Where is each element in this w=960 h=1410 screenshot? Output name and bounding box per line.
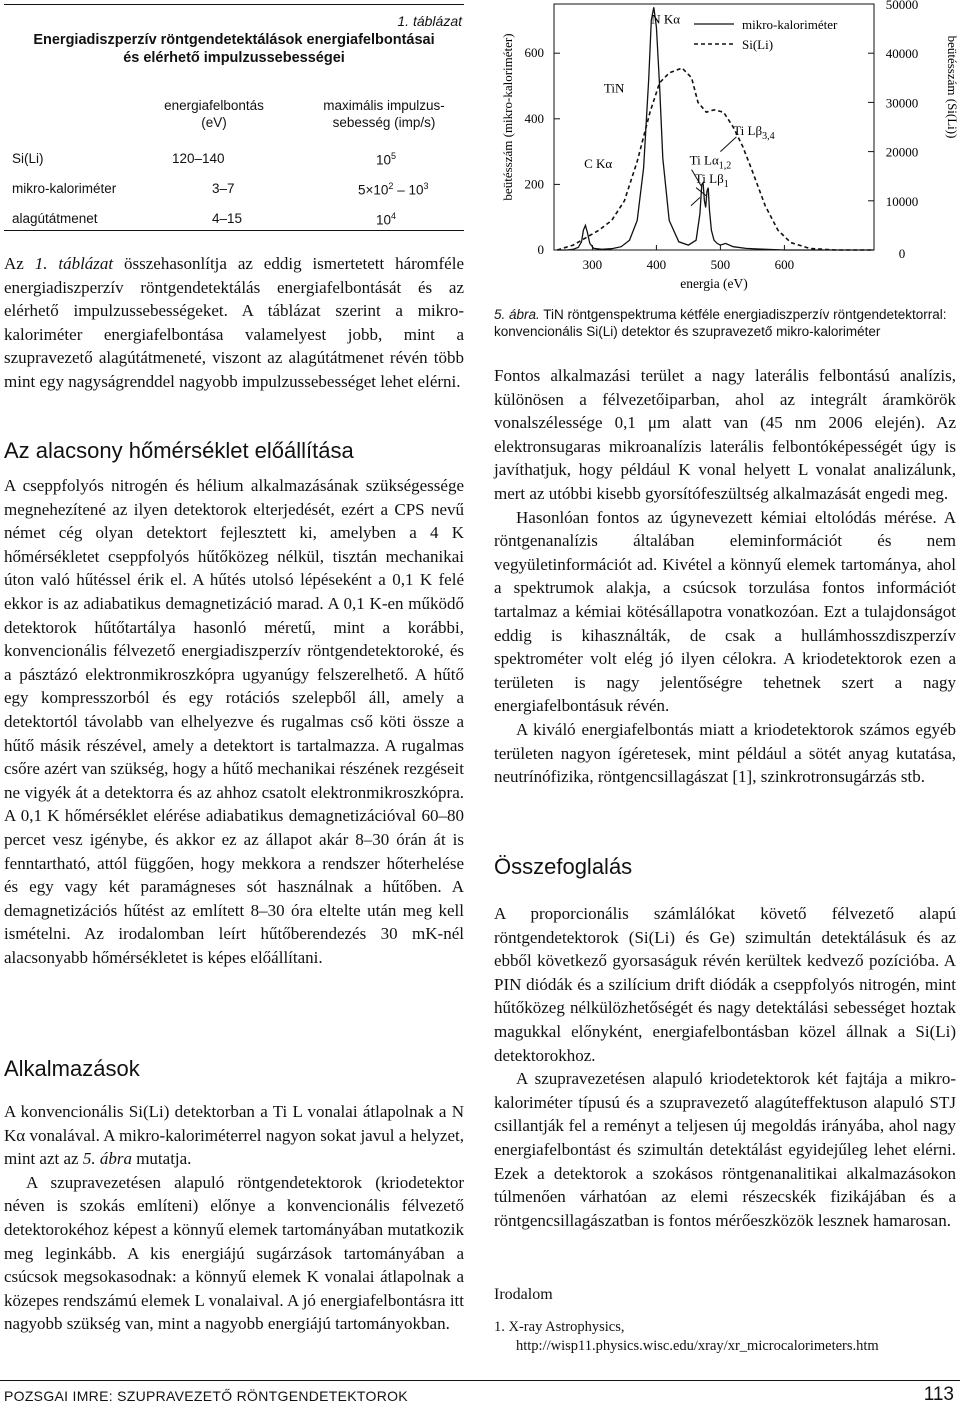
y-right-tick-label: 0 xyxy=(898,246,906,261)
reference-link[interactable]: http://wisp11.physics.wisc.edu/xray/xr_microcalorimeters.htm xyxy=(516,1338,879,1354)
para3-text-a: A konvencionális Si(Li) detektorban a Ti L vonalai átlapolnak a N Kα vonalával. A mikro-kaloriméterrel nagyon sokat javul a helyzet, mint azt az xyxy=(4,1102,464,1169)
table-header-resolution xyxy=(154,97,274,131)
pointer-line xyxy=(691,198,700,206)
table-cell-rate xyxy=(358,181,428,198)
y-right-tick-label: 10000 xyxy=(885,193,919,209)
table-header-rate-line1: maximális impulzus- xyxy=(323,98,445,113)
spectrum-chart xyxy=(494,0,960,300)
table-title-line2: és elérhető impulzussebességei xyxy=(123,50,345,66)
peak-annotation: C Kα xyxy=(584,156,613,171)
table-header-resolution-line2: (eV) xyxy=(201,115,227,130)
table-title-line1: Energiadiszperzív röntgendetektálások energiafelbontásai xyxy=(33,32,435,48)
table-1 xyxy=(4,4,464,231)
rate-base: 10 xyxy=(376,152,392,168)
x-tick-label: 600 xyxy=(774,257,795,272)
section-heading-low-temperature: Az alacsony hőmérséklet előállítása xyxy=(4,438,354,463)
left-paragraph-1 xyxy=(4,252,464,394)
plot-frame xyxy=(554,4,874,250)
rate-suffix-exponent: 3 xyxy=(423,181,429,191)
table-number: 1. táblázat xyxy=(397,13,462,29)
para2-text: A cseppfolyós nitrogén és hélium alkalmazásának szükségessége megnehezítené az ilyen detektorok elterjedését, ezért a CPS nevű német cég olyan detektort fejlesztett ki, amelyben a 4 K hőmérsékletet cseppfolyós hűtőközeg nélkül, tisztán mechanikai úton való hűtéssel érik el. A hűtés utolsó lépéseként a 0,1 K felé ekkor is az adiabatikus demagnetizáció marad. A 0,1 K-en működő detektorok hűtőtartálya hasonló méretű, mint a korábbi, konvencionális félvezető energiadiszperzív röntgendetektoroké, és a pásztázó elektronmikroszkópra ugyanúgy felszerelhető. A hűtő egy kompresszorból és egy rotációs szelepből áll, amely a detektortól távolabb van elhelyezve és rugalmas cső köti össze a hűtő másik részével, amely a detektort is tartalmazza. A rugalmas csőre azért van szükség, hogy a hűtő mechanikai részének rezgéseit ne vigyék át a detektorra és az ahhoz csatolt elektronmikroszkópra. A 0,1 K hőmérséklet elérése adiabatikus demagnetizációval 60–80 percet vesz igénybe, és akkor ez az állapot akár 8–30 órán át is fenntartható, attól függően, hogy mekkora a rendszer hőterhelése és egy vagy két paramágneses sót használnak a hűtőben. A demagnetizációs hűtést az említett 8–30 óra eltelte után meg kell ismételni. Az irodalomban leírt hűtőberendezés 30 mK-nél alacsonyabb hőmérsékletet is képes előállítani. xyxy=(4,476,464,967)
para1-text: összehasonlítja az eddig ismertetett háromféle energiadiszperzív röntgendetektálás energiafelbontását és az elérhető impulzussebességeket. A táblázat szerint a mikro-kaloriméter energiafelbontása valamelyest jobb, mint a szupravezető alagútátmeneté, viszont az alagútátmenet révén több mint egy nagyságrenddel nagyobb impulzussebességet lehet elérni. xyxy=(4,254,464,391)
x-axis-label: energia (eV) xyxy=(680,276,748,291)
section-heading-applications: Alkalmazások xyxy=(4,1056,140,1081)
y-right-tick-label: 40000 xyxy=(885,46,919,62)
table-header-rate xyxy=(304,97,464,131)
table-cell-rate xyxy=(376,151,396,168)
rate-prefix: 5×10 xyxy=(358,182,389,198)
peak-annotation-subscript: 1,2 xyxy=(718,160,732,172)
rate-exponent: 2 xyxy=(388,181,394,191)
peak-annotation-subscript: 3,4 xyxy=(762,131,775,143)
left-paragraph-2 xyxy=(4,474,464,969)
y-right-tick-label: 50000 xyxy=(885,0,919,12)
rate-suffix: – 10 xyxy=(393,182,424,198)
right-para5: A szupravezetésen alapuló kriodetektorok két fajtája a mikro-kaloriméter típusú és a szupravezető alagúteffektuson alapuló STJ csillantják fel a reményt a teljesen új megoldás irányába, ahol nagy energiafelbontást és szimultán detektálást egyidejűleg lehet elérni. Ezek a detektorok a szokásos röntgenanalitikai alkalmazásokon túlmenően várhatóan az elemi részecskék fizikájában és a röntgencsillagászatban is fontos mérőeszközök lesznek hamarosan. xyxy=(494,1069,956,1230)
left-paragraph-3 xyxy=(4,1100,464,1336)
table-cell-name: Si(Li) xyxy=(12,151,44,166)
right-paragraphs xyxy=(494,364,956,789)
peak-annotation: Ti $L\alpha_{1,2}$ xyxy=(689,152,732,172)
table-header-rate-line2: sebesség (imp/s) xyxy=(332,115,436,130)
legend-label-microcalorimeter: mikro-kaloriméter xyxy=(742,17,838,32)
table-reference: 1. táblázat xyxy=(34,254,114,273)
table-cell-name: alagútátmenet xyxy=(12,211,98,226)
table-cell-resolution: 4–15 xyxy=(212,211,243,226)
mu-symbol: μ xyxy=(647,413,657,433)
reference-item xyxy=(494,1318,879,1356)
figure-reference: 5. ábra xyxy=(82,1149,132,1169)
para3-text-b: mutatja. xyxy=(131,1149,192,1169)
footer-author-title: POZSGAI IMRE: SZUPRAVEZETŐ RÖNTGENDETEKTOROK xyxy=(4,1388,408,1404)
y-left-tick-label: 0 xyxy=(537,242,544,257)
figure-caption xyxy=(494,306,956,340)
rate-exponent: 4 xyxy=(391,211,397,221)
right-para1-a: Fontos alkalmazási terület a nagy laterális felbontású analízis, különösen a félvezetőiparban, ahol az integrált áramkörök vonalszélessége 0,1 xyxy=(494,366,956,433)
right-para3: A kiváló energiafelbontás miatt a kriodetektorok számos egyéb területen nagyon ígéretesek, mint például a sötét anyag kutatása, neutrínófizika, röntgencsillagászat [1], szinkrotronsugárzás stb. xyxy=(494,719,956,787)
x-tick-label: 500 xyxy=(710,257,731,272)
references-heading: Irodalom xyxy=(494,1286,553,1303)
figure-caption-text: TiN röntgenspektruma kétféle energiadiszperzív röntgendetektorral: konvencionális Si(Li) detektor és szupravezető mikro-kaloriméter xyxy=(494,307,947,339)
y-right-tick-label: 20000 xyxy=(885,144,919,160)
peak-annotation: TiN xyxy=(603,80,625,96)
peak-annotation: N Kα xyxy=(651,11,681,27)
para4-text: A szupravezetésen alapuló röntgendetektorok (kriodetektor néven is szokás említeni) előnye a konvencionális félvezető detektorokéhoz képest a könnyű elemek tartományában mutatkozik meg leginkább. A kis energiájú sugárzások tartományában a csúcsok megsokasodnak: a könnyű elemek K vonalai átlapolnak a közepes rendszámú elemek L vonalaival. A jó energiafelbontásra itt nagyobb szükség van, mint a nagyobb energiájú tartományokban. xyxy=(4,1172,464,1334)
table-cell-name: mikro-kaloriméter xyxy=(12,181,117,196)
table-row xyxy=(12,151,462,169)
y-left-tick-label: 600 xyxy=(524,45,544,61)
y-left-tick-label: 200 xyxy=(524,176,544,192)
para1-prefix: Az xyxy=(4,254,35,273)
table-row xyxy=(12,211,462,229)
y-right-tick-label: 30000 xyxy=(885,95,919,111)
y-left-tick-label: 400 xyxy=(524,110,544,126)
page-number: 113 xyxy=(923,1384,954,1405)
legend-label-si-li: Si(Li) xyxy=(742,37,774,52)
rate-exponent: 5 xyxy=(391,151,397,161)
rate-base: 10 xyxy=(376,212,392,228)
right-para4: A proporcionális számlálókat követő félvezető alapú röntgendetektorok (Si(Li) és Ge) szimultán detektálásuk és az ebből következő gyorsaságuk révén kerültek kedvező pozícióba. A PIN diódák és a szilícium drift diódák a cseppfolyós nitrogén, mint hűtőközeg nélkülözhetőségét és nagy detektálási sebességet hoztak magukkal előnyként, energiafelbontásban közel állnak a Si(Li) detektorokhoz. xyxy=(494,904,956,1065)
peak-annotation: Ti $L\beta_1$ xyxy=(694,170,729,190)
right-para1-b: m alatt van (45 nm 2006 elején). Az elektronsugaras mikroanalízis laterális felbontóképességét úgy is javíthatjuk, hogy például K vonal helyett L vonalat analizálunk, mert az utóbbi kisebb gyorsítófeszültség alkalmazását engedi meg. xyxy=(494,413,956,503)
x-tick-label: 400 xyxy=(646,257,667,272)
pointer-line xyxy=(720,137,736,152)
section-heading-summary: Összefoglalás xyxy=(494,854,633,879)
reference-title: 1. X-ray Astrophysics, xyxy=(494,1319,625,1335)
figure-caption-label: 5. ábra. xyxy=(494,307,540,322)
table-title xyxy=(4,31,464,67)
table-row xyxy=(12,181,462,199)
peak-annotation: Ti $L\beta_{3,4}$ xyxy=(733,123,775,143)
x-tick-label: 300 xyxy=(582,257,603,272)
table-cell-rate xyxy=(376,211,396,228)
peak-annotation-subscript: 1 xyxy=(723,178,729,190)
footer-divider xyxy=(0,1380,960,1381)
right-para2: Hasonlóan fontos az úgynevezett kémiai eltolódás mérése. A röntgenanalízis általában eleminformációt és nem vegyületinformációt ad. Kivétel a könnyű elemek tartománya, ahol a spektrumok alakja, a csúcsok torzulása fontos információt tartalmaz a kémiai kötésállapotra vonatkozóan. Ezt a tulajdonságot eddig is kihasználták, de csak a hullámhosszdiszperzív spektrométer volt elég jó ilyen célokra. A kriodetektorok ezen a területen is nagy jelentőségre tehetnek szert a nagy energiafelbontásuk révén. xyxy=(494,507,956,716)
right-summary xyxy=(494,902,956,1232)
y-right-axis-label: beütésszám (Si(Li)) xyxy=(945,35,960,139)
y-left-axis-label: beütésszám (mikro-kaloriméter) xyxy=(500,33,515,201)
table-cell-resolution: 120–140 xyxy=(172,151,225,166)
table-cell-resolution: 3–7 xyxy=(212,181,235,196)
table-header-resolution-line1: energiafelbontás xyxy=(164,98,264,113)
